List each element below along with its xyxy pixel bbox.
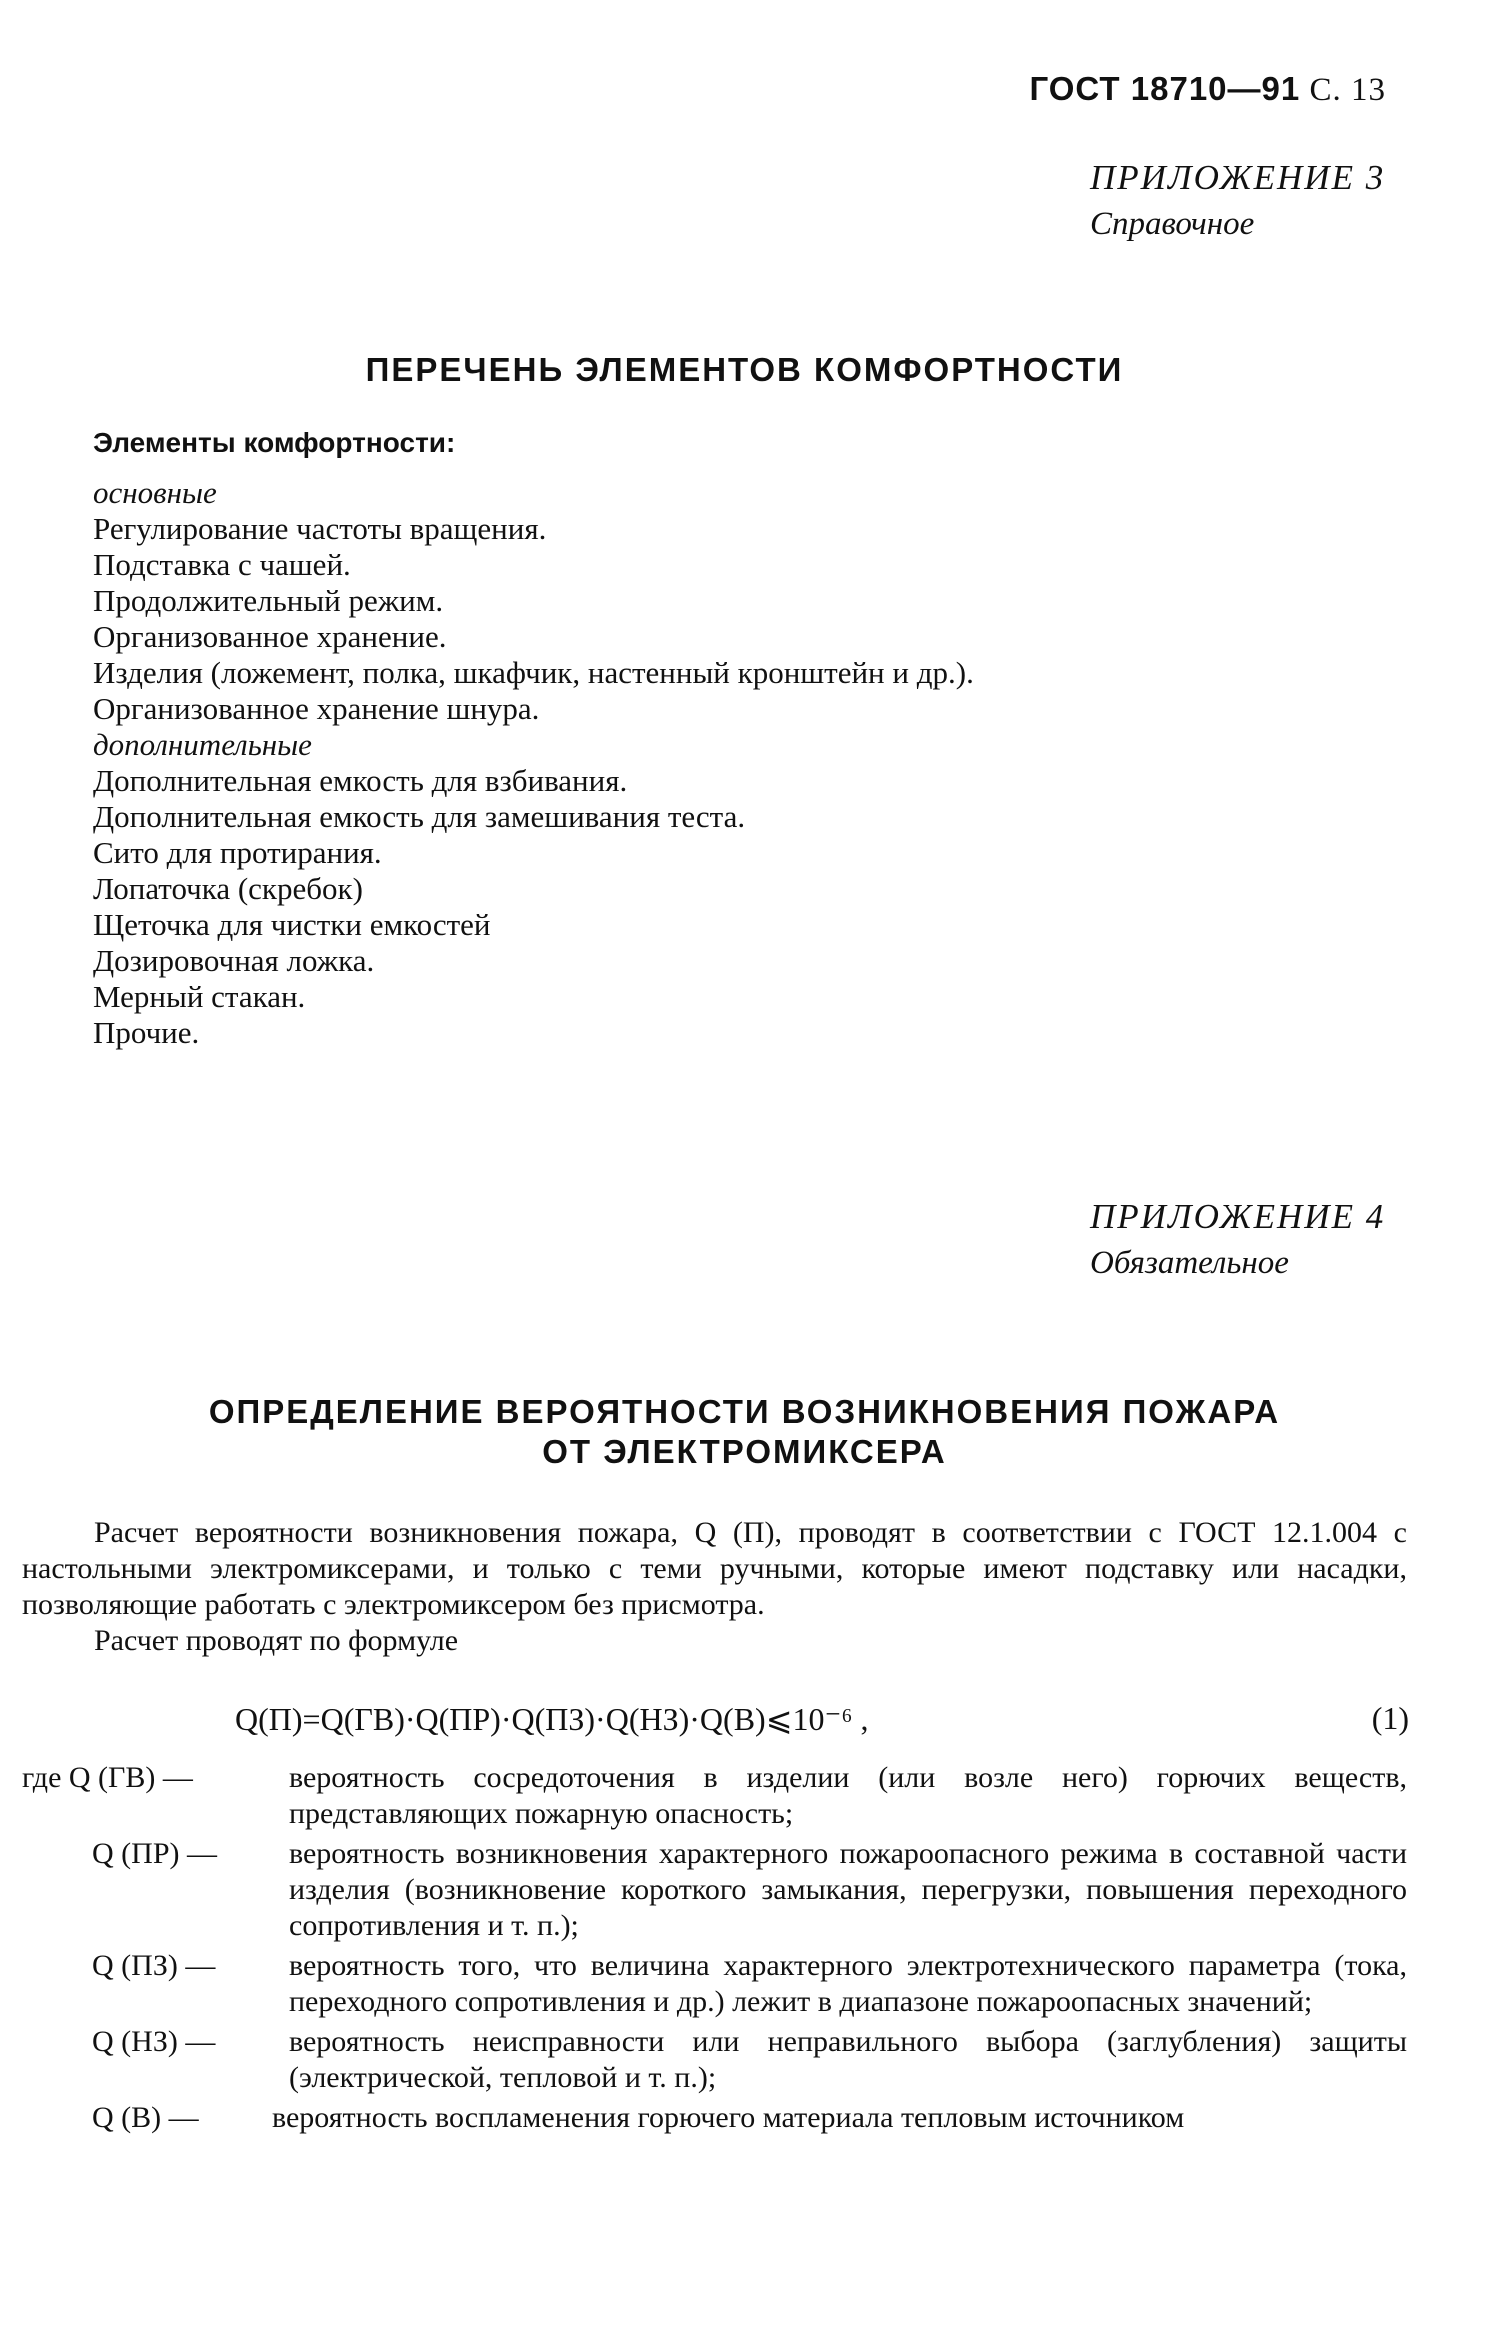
page-header — [1029, 70, 1386, 109]
definition-text: вероятность возникновения характерного пожароопасного режима в составной части изделия (возникновение короткого замыкания, перегрузки, повышения переходного сопротивления и т. п.); — [289, 1837, 1407, 1942]
list-item: Изделия (ложемент, полка, шкафчик, настенный кронштейн и др.). — [93, 655, 974, 690]
appendix-4-heading — [1090, 1197, 1385, 1282]
list-item: Регулирование частоты вращения. — [93, 511, 547, 546]
formula-number: (1) — [1371, 1700, 1409, 1736]
page-number: С. 13 — [1309, 72, 1386, 108]
definition-term: Q (ПЗ) — [92, 1949, 178, 1982]
definition-term: Q (НЗ) — [92, 2025, 178, 2058]
definition-text: вероятность воспламенения горючего материала тепловым источником — [272, 2101, 1185, 2134]
definition-text: вероятность неисправности или неправильного выбора (заглубления) защиты (электрической, тепловой и т. п.); — [289, 2025, 1407, 2094]
list-item: Мерный стакан. — [93, 979, 306, 1014]
list-item: Дополнительная емкость для замешивания теста. — [93, 799, 746, 834]
appendix-kind: Обязательное — [1090, 1245, 1289, 1281]
group-label-extra: дополнительные — [93, 727, 312, 762]
definition-dash: — — [168, 2101, 199, 2134]
list-item: Организованное хранение шнура. — [93, 691, 540, 726]
definition-dash: — — [185, 1949, 216, 1982]
definition-dash: — — [187, 1837, 217, 1870]
definition-term: где Q (ГВ) — [22, 1761, 156, 1794]
appendix-number: ПРИЛОЖЕНИЕ 4 — [1090, 1197, 1386, 1236]
standard-code: ГОСТ 18710—91 — [1029, 70, 1301, 107]
list-item: Дозировочная ложка. — [93, 943, 375, 978]
list-item: Щеточка для чистки емкостей — [93, 907, 491, 942]
list-item: Подставка с чашей. — [93, 547, 351, 582]
definition-row — [22, 2024, 1407, 2096]
definition-text: вероятность сосредоточения в изделии (или возле него) горючих веществ, представляющих пожарную опасность; — [289, 1761, 1407, 1830]
comfort-elements-list — [93, 425, 974, 1051]
section-title — [0, 1392, 1489, 1472]
appendix-kind: Справочное — [1090, 206, 1255, 242]
section-title: ПЕРЕЧЕНЬ ЭЛЕМЕНТОВ КОМФОРТНОСТИ — [365, 351, 1124, 388]
section-title-line-1: ОПРЕДЕЛЕНИЕ ВЕРОЯТНОСТИ ВОЗНИКНОВЕНИЯ ПОЖАРА — [208, 1393, 1281, 1430]
formula: Q(П)=Q(ГВ)·Q(ПР)·Q(ПЗ)·Q(НЗ)·Q(В)⩽10⁻⁶ , — [235, 1701, 869, 1737]
list-item: Сито для протирания. — [93, 835, 382, 870]
definition-text: вероятность того, что величина характерного электротехнического параметра (тока, переходного сопротивления и др.) лежит в диапазоне пожароопасных значений; — [289, 1949, 1407, 2018]
paragraph: Расчет проводят по формуле — [94, 1624, 459, 1657]
group-label-basic: основные — [93, 475, 217, 510]
definition-row — [22, 1836, 1407, 1944]
formula-definitions — [22, 1760, 1407, 2140]
definition-row — [22, 1760, 1407, 1832]
appendix-number: ПРИЛОЖЕНИЕ 3 — [1090, 158, 1386, 197]
definition-row — [22, 1948, 1407, 2020]
list-item: Организованное хранение. — [93, 619, 447, 654]
definition-dash: — — [185, 2025, 216, 2058]
appendix-3-heading — [1090, 158, 1385, 243]
list-item: Продолжительный режим. — [93, 583, 444, 618]
section-title-line-2: ОТ ЭЛЕКТРОМИКСЕРА — [542, 1433, 947, 1470]
definition-term: Q (В) — [92, 2101, 162, 2134]
paragraph: Расчет вероятности возникновения пожара, Q (П), проводят в соответствии с ГОСТ 12.1.004 с настольными электромиксерами, и только с теми ручными, которые имеют подставку или насадки, позволяющие работать с электромиксером без присмотра. — [22, 1516, 1407, 1621]
definition-dash: — — [162, 1761, 193, 1794]
list-item: Дополнительная емкость для взбивания. — [93, 763, 628, 798]
body-text — [22, 1515, 1407, 1659]
definition-row — [22, 2100, 1407, 2136]
list-lead: Элементы комфортности: — [93, 427, 456, 458]
definition-term: Q (ПР) — [92, 1837, 180, 1870]
list-item: Прочие. — [93, 1015, 200, 1050]
list-item: Лопаточка (скребок) — [93, 871, 363, 906]
